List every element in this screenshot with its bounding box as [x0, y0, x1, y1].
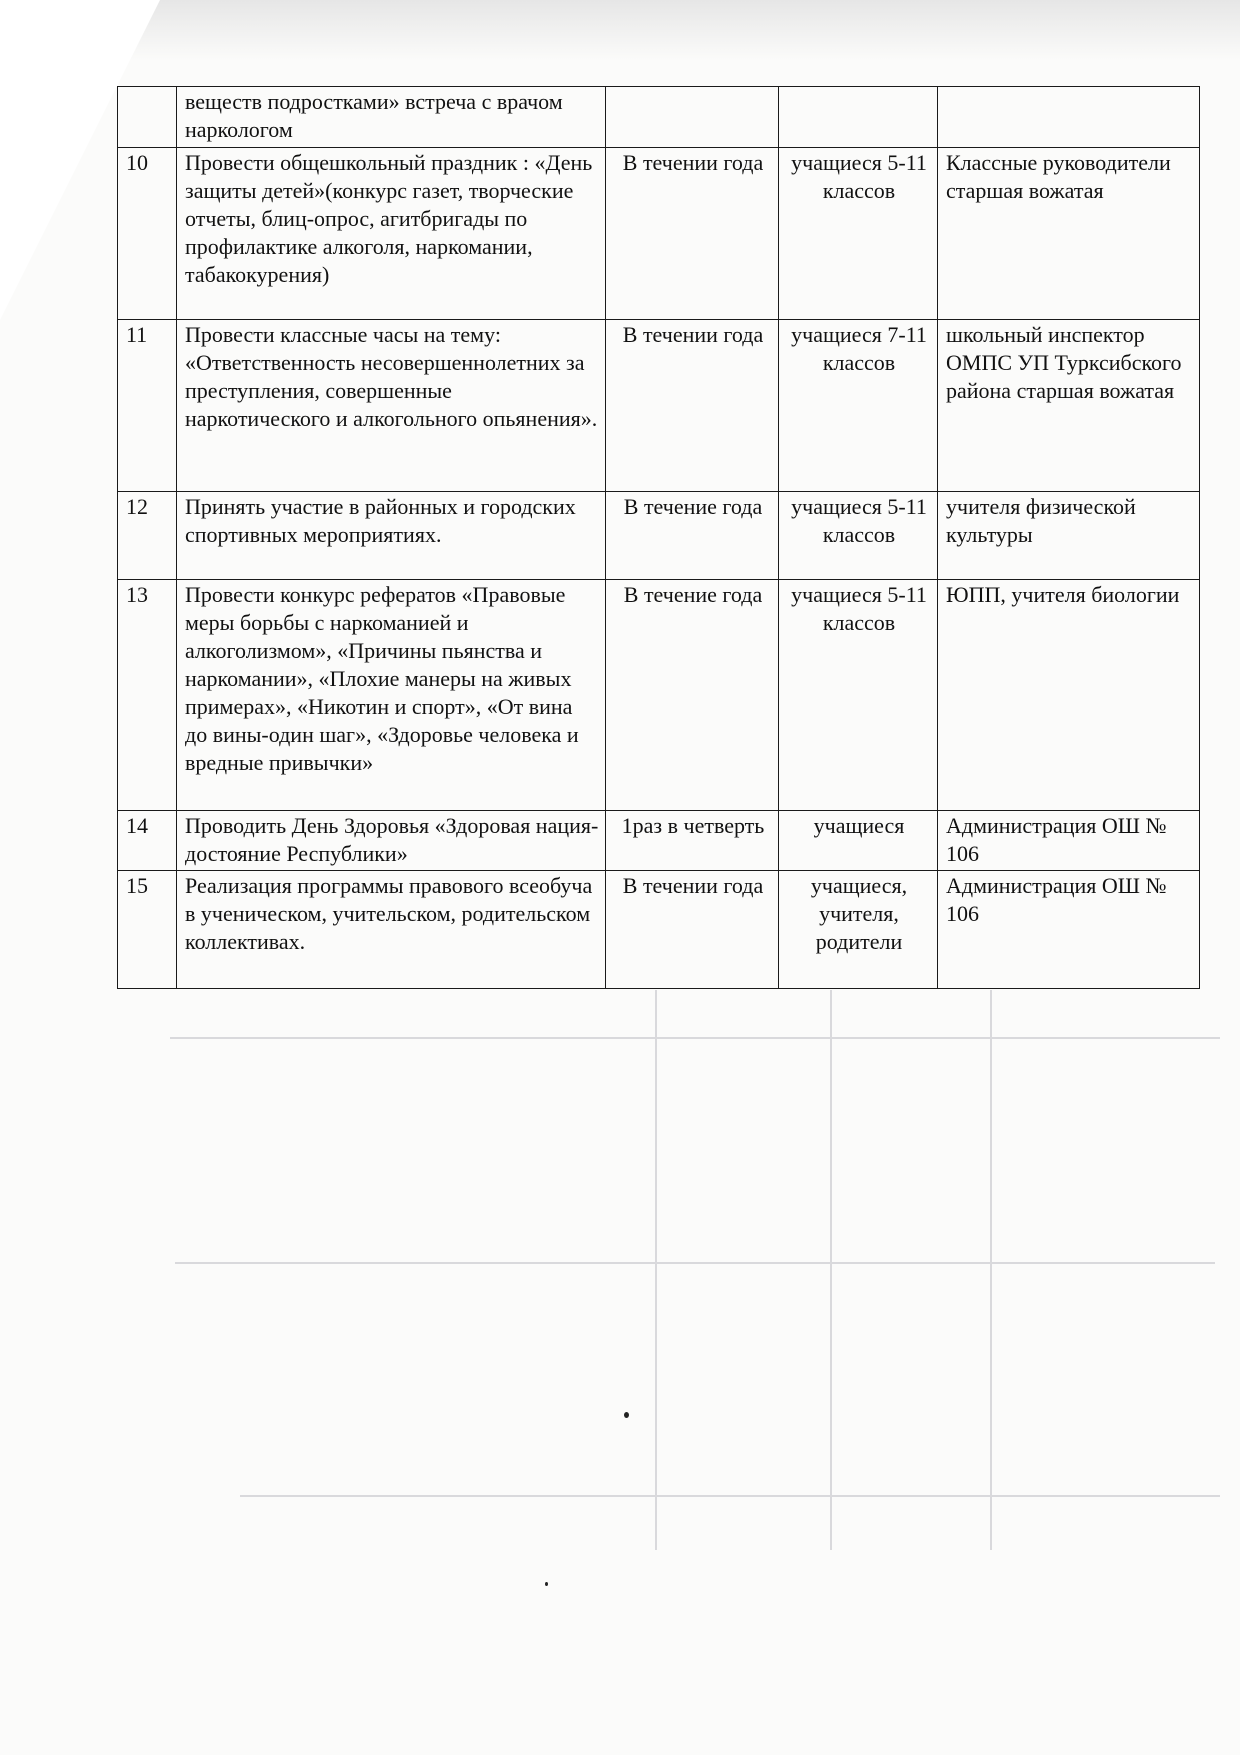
participants-cell: учащиеся 5-11 классов [779, 148, 938, 320]
responsible-cell: Администрация ОШ № 106 [938, 871, 1200, 989]
table-row [118, 580, 1200, 811]
participants-cell: учащиеся [779, 811, 938, 871]
event-cell: Принять участие в районных и городских спортивных мероприятиях. [177, 492, 606, 580]
event-cell: Провести классные часы на тему: «Ответственность несовершеннолетних за преступления, совершенные наркотического и алкогольного опьянения». [177, 320, 606, 492]
period-cell: В течении года [606, 320, 779, 492]
row-number: 12 [118, 492, 177, 580]
row-number: 14 [118, 811, 177, 871]
participants-cell: учащиеся 5-11 классов [779, 580, 938, 811]
table-row [118, 148, 1200, 320]
period-cell: 1раз в четверть [606, 811, 779, 871]
row-number: 13 [118, 580, 177, 811]
row-number: 11 [118, 320, 177, 492]
responsible-cell: учителя физической культуры [938, 492, 1200, 580]
ink-speck [624, 1412, 629, 1418]
row-number: 10 [118, 148, 177, 320]
table-row [118, 871, 1200, 989]
event-cell: Провести конкурс рефератов «Правовые меры борьбы с наркоманией и алкоголизмом», «Причины пьянства и наркомании», «Плохие манеры на живых примерах», «Никотин и спорт», «От вина до вины-один шаг», «Здоровье человека и вредные привычки» [177, 580, 606, 811]
event-cell: Провести общешкольный праздник : «День защиты детей»(конкурс газет, творческие отчеты, блиц-опрос, агитбригады по профилактике алкоголя, наркомании, табакокурения) [177, 148, 606, 320]
bleed-through-line [655, 990, 657, 1550]
bleed-through-line [170, 1037, 1220, 1039]
bleed-through-line [175, 1262, 1215, 1264]
period-cell: В течение года [606, 492, 779, 580]
event-plan-table [117, 86, 1200, 989]
responsible-cell: Классные руководители старшая вожатая [938, 148, 1200, 320]
scan-edge-shadow [0, 0, 1240, 60]
event-cell: Реализация программы правового всеобуча в ученическом, учительском, родительском коллективах. [177, 871, 606, 989]
responsible-cell: Администрация ОШ № 106 [938, 811, 1200, 871]
responsible-cell [938, 87, 1200, 148]
period-cell: В течении года [606, 871, 779, 989]
participants-cell: учащиеся, учителя, родители [779, 871, 938, 989]
table-row [118, 87, 1200, 148]
period-cell [606, 87, 779, 148]
responsible-cell: ЮПП, учителя биологии [938, 580, 1200, 811]
event-cell: Проводить День Здоровья «Здоровая нация- достояние Республики» [177, 811, 606, 871]
row-number [118, 87, 177, 148]
period-cell: В течение года [606, 580, 779, 811]
bleed-through-line [240, 1495, 1220, 1497]
table-row [118, 320, 1200, 492]
responsible-cell: школьный инспектор ОМПС УП Турксибского района старшая вожатая [938, 320, 1200, 492]
table-row [118, 811, 1200, 871]
participants-cell [779, 87, 938, 148]
bleed-through-line [990, 990, 992, 1550]
table-row [118, 492, 1200, 580]
event-cell: веществ подростками» встреча с врачом наркологом [177, 87, 606, 148]
participants-cell: учащиеся 7-11 классов [779, 320, 938, 492]
ink-speck [545, 1582, 548, 1586]
row-number: 15 [118, 871, 177, 989]
bleed-through-line [830, 990, 832, 1550]
participants-cell: учащиеся 5-11 классов [779, 492, 938, 580]
period-cell: В течении года [606, 148, 779, 320]
